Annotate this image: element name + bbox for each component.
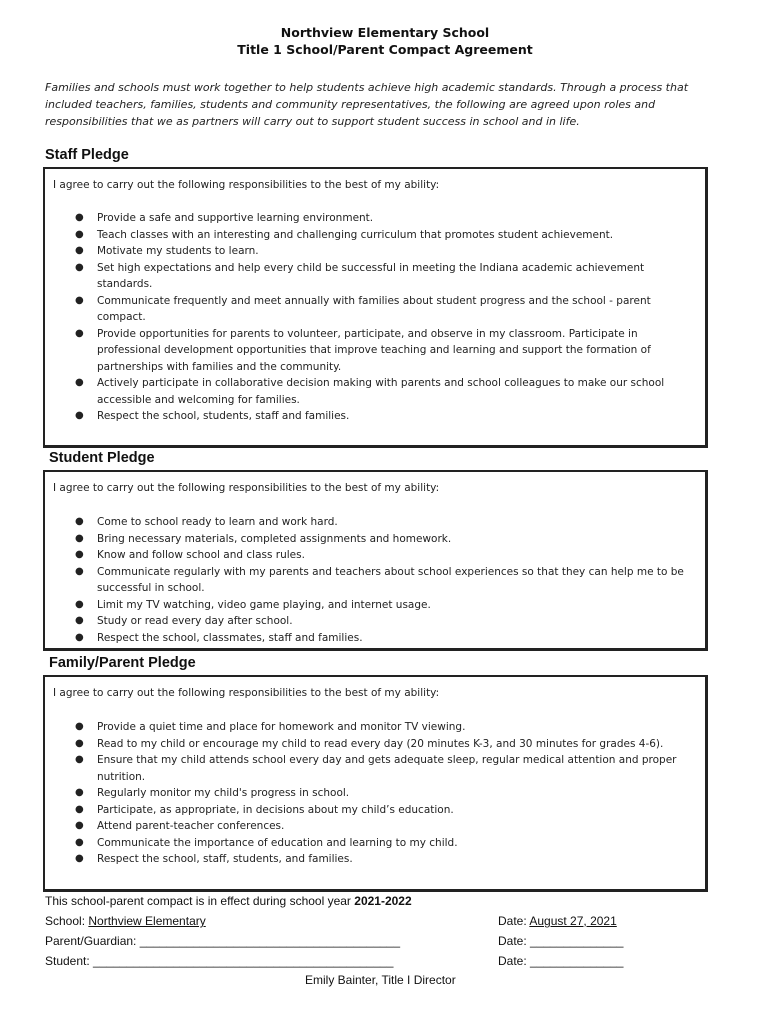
school-year: 2021-2022 — [354, 894, 412, 908]
bullet-icon: ● — [75, 549, 84, 560]
student-pledge-lead: I agree to carry out the following responsibilities to the best of my ability: — [53, 482, 440, 494]
date-line-1 — [498, 914, 617, 928]
student-line — [45, 954, 393, 968]
parent-guardian-label: Parent/Guardian: — [45, 934, 140, 948]
staff-pledge-lead: I agree to carry out the following responsibilities to the best of my ability: — [53, 179, 440, 191]
list-item-text: Respect the school, students, staff and families. — [97, 410, 350, 422]
list-item-text: Respect the school, staff, students, and families. — [97, 853, 353, 865]
bullet-icon: ● — [75, 516, 84, 527]
list-item — [45, 802, 705, 819]
list-item-text: Provide opportunities for parents to volunteer, participate, and observe in my classroom. Participate in professional development opportunities that improve teaching and learning and support the formation of partnerships with families and the community. — [97, 327, 651, 373]
bullet-icon: ● — [75, 410, 84, 421]
compact-effect-line — [45, 894, 412, 908]
bullet-icon: ● — [75, 721, 84, 732]
list-item — [45, 752, 705, 785]
list-item — [45, 514, 705, 531]
bullet-icon: ● — [75, 245, 84, 256]
bullet-icon: ● — [75, 532, 84, 544]
list-item — [45, 210, 705, 227]
date-blank-2: ______________ — [530, 934, 624, 948]
student-pledge-box — [43, 470, 708, 651]
staff-pledge-heading: Staff Pledge — [45, 147, 129, 163]
list-item-text: Provide a safe and supportive learning environment. — [97, 212, 374, 224]
bullet-icon: ● — [75, 787, 84, 798]
list-item — [45, 818, 705, 835]
document-title: Title 1 School/Parent Compact Agreement — [237, 42, 533, 57]
staff-pledge-list — [45, 210, 705, 425]
list-item-text: Motivate my students to learn. — [97, 245, 259, 257]
bullet-icon: ● — [75, 327, 84, 339]
list-item-text: Participate, as appropriate, in decisions about my child’s education. — [97, 803, 454, 816]
student-blank: _____________________________________________ — [93, 954, 394, 968]
bullet-icon: ● — [75, 631, 84, 643]
list-item-text: Study or read every day after school. — [97, 615, 293, 627]
bullet-icon: ● — [75, 615, 84, 626]
date-label-3: Date: — [498, 954, 531, 968]
list-item-text: Communicate regularly with my parents and teachers about school experiences so that they can help me to be successful in school. — [97, 565, 684, 594]
student-label: Student: — [45, 954, 94, 968]
list-item — [45, 293, 705, 326]
list-item — [45, 719, 705, 736]
list-item-text: Set high expectations and help every child be successful in meeting the Indiana academic achievement standards. — [97, 261, 645, 290]
intro-paragraph: Families and schools must work together to help students achieve high academic standards. Through a process that included teachers, families, students and community representatives, the following are agreed upon roles and responsibilities that we as partners will carry out to support student success in school and in life. — [45, 81, 689, 128]
date-line-3 — [498, 954, 623, 968]
bullet-icon: ● — [75, 820, 84, 831]
bullet-icon: ● — [75, 228, 84, 240]
compact-effect-text: This school-parent compact is in effect during school year — [45, 894, 355, 908]
list-item-text: Know and follow school and class rules. — [97, 549, 305, 561]
bullet-icon: ● — [75, 294, 84, 306]
bullet-icon: ● — [75, 803, 84, 815]
list-item-text: Communicate frequently and meet annually with families about student progress and the school - parent compact. — [97, 294, 651, 323]
family-pledge-heading: Family/Parent Pledge — [49, 655, 196, 671]
date-value-1: August 27, 2021 — [529, 914, 617, 928]
parent-guardian-blank: _______________________________________ — [139, 934, 401, 948]
school-value: Northview Elementary — [88, 914, 206, 928]
family-pledge-lead: I agree to carry out the following responsibilities to the best of my ability: — [53, 687, 440, 699]
list-item — [45, 613, 705, 630]
list-item — [45, 785, 705, 802]
list-item — [45, 375, 705, 408]
list-item — [45, 835, 705, 852]
list-item — [45, 326, 705, 376]
family-pledge-list — [45, 719, 705, 868]
list-item-text: Ensure that my child attends school every day and gets adequate sleep, regular medical attention and proper nutrition. — [97, 754, 677, 783]
list-item — [45, 531, 705, 548]
list-item-text: Communicate the importance of education and learning to my child. — [97, 836, 458, 849]
family-pledge-box — [43, 675, 708, 892]
date-label-1: Date: — [498, 914, 530, 928]
list-item-text: Respect the school, classmates, staff and families. — [97, 631, 363, 644]
bullet-icon: ● — [75, 737, 84, 749]
school-name: Northview Elementary School — [280, 25, 490, 40]
list-item-text: Regularly monitor my child's progress in school. — [97, 787, 350, 799]
date-line-2 — [498, 934, 623, 948]
school-line — [45, 914, 206, 928]
bullet-icon: ● — [75, 212, 84, 223]
list-item-text: Come to school ready to learn and work hard. — [97, 516, 338, 528]
list-item-text: Bring necessary materials, completed assignments and homework. — [97, 532, 452, 545]
list-item — [45, 736, 705, 753]
list-item-text: Attend parent-teacher conferences. — [97, 820, 285, 832]
list-item — [45, 851, 705, 868]
list-item-text: Limit my TV watching, video game playing, and internet usage. — [97, 598, 431, 611]
bullet-icon: ● — [75, 261, 84, 273]
student-pledge-list — [45, 514, 705, 646]
date-blank-3: ______________ — [530, 954, 624, 968]
parent-guardian-line — [45, 934, 400, 948]
list-item — [45, 408, 705, 425]
bullet-icon: ● — [75, 853, 84, 864]
list-item-text: Provide a quiet time and place for homework and monitor TV viewing. — [97, 721, 466, 733]
bullet-icon: ● — [75, 754, 84, 765]
list-item-text: Read to my child or encourage my child to read every day (20 minutes K-3, and 30 minutes for grades 4-6). — [97, 737, 664, 750]
list-item — [45, 243, 705, 260]
bullet-icon: ● — [75, 598, 84, 610]
list-item-text: Actively participate in collaborative decision making with parents and school colleagues to make our school accessible and welcoming for families. — [97, 377, 665, 406]
list-item — [45, 227, 705, 244]
list-item-text: Teach classes with an interesting and challenging curriculum that promotes student achievement. — [97, 228, 614, 241]
list-item — [45, 630, 705, 647]
staff-pledge-box — [43, 167, 708, 448]
signature-line: Emily Bainter, Title I Director — [305, 973, 456, 987]
list-item — [45, 260, 705, 293]
bullet-icon: ● — [75, 836, 84, 848]
bullet-icon: ● — [75, 377, 84, 388]
list-item — [45, 564, 705, 597]
bullet-icon: ● — [75, 565, 84, 577]
date-label-2: Date: — [498, 934, 531, 948]
list-item — [45, 597, 705, 614]
list-item — [45, 547, 705, 564]
student-pledge-heading: Student Pledge — [49, 450, 155, 466]
school-label: School: — [45, 914, 89, 928]
